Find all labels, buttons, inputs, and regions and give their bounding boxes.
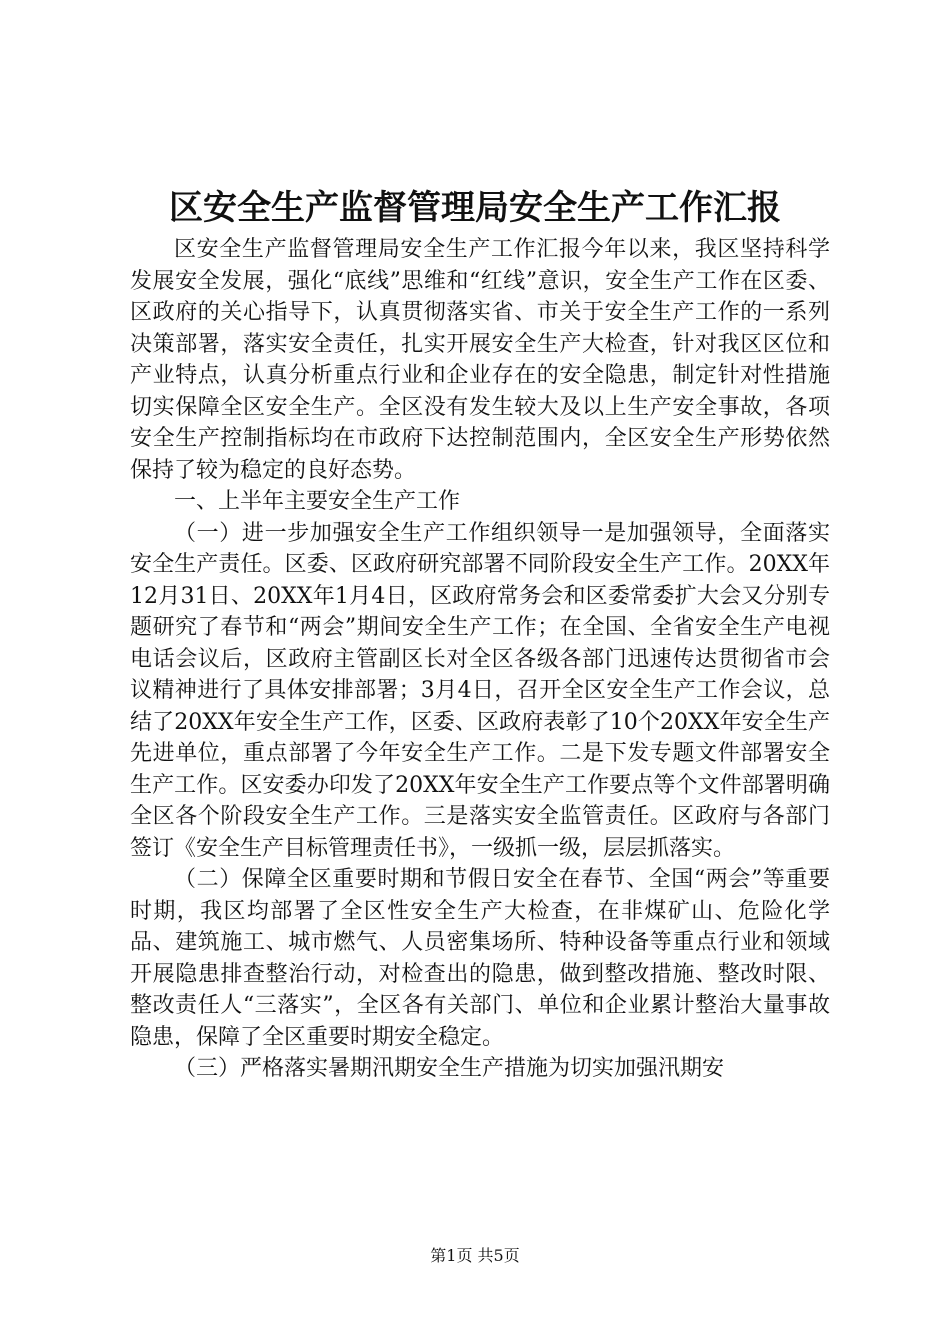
section-heading: 一、上半年主要安全生产工作 — [174, 489, 461, 514]
paragraph-section-3: （三）严格落实暑期汛期安全生产措施为切实加强汛期安 — [174, 1056, 725, 1081]
paragraph-section-2: （二）保障全区重要时期和节假日安全在春节、全国“两会”等重要时期，我区均部署了全区性安全生产大检查，在非煤矿山、危险化学品、建筑施工、城市燃气、人员密集场所、特种设备等重点行业和领域开展隐患排查整治行动，对检查出的隐患，做到整改措施、整改时限、整改责任人“三落实”，全区各有关部门、单位和企业累计整治大量事故隐患，保障了全区重要时期安全稳定。 — [130, 867, 830, 1050]
document-title: 区安全生产监督管理局安全生产工作汇报 — [169, 188, 781, 228]
paragraph-intro: 区安全生产监督管理局安全生产工作汇报今年以来，我区坚持科学发展安全发展，强化“底线”思维和“红线”意识，安全生产工作在区委、区政府的关心指导下，认真贯彻落实省、市关于安全生产工作的一系列决策部署，落实安全责任，扎实开展安全生产大检查，针对我区区位和产业特点，认真分析重点行业和企业存在的安全隐患，制定针对性措施切实保障全区安全生产。全区没有发生较大及以上生产安全事故，各项安全生产控制指标均在市政府下达控制范围内，全区安全生产形势依然保持了较为稳定的良好态势。 — [130, 237, 830, 483]
document-body — [130, 234, 830, 1085]
page-footer: 第1页 共5页 — [430, 1246, 520, 1265]
paragraph-section-1: （一）进一步加强安全生产工作组织领导一是加强领导，全面落实安全生产责任。区委、区政府研究部署不同阶段安全生产工作。20XX年12月31日、20XX年1月4日，区政府常务会和区委常委扩大会又分别专题研究了春节和“两会”期间安全生产工作；在全国、全省安全生产电视电话会议后，区政府主管副区长对全区各级各部门迅速传达贯彻省市会议精神进行了具体安排部署；3月4日，召开全区安全生产工作会议，总结了20XX年安全生产工作，区委、区政府表彰了10个20XX年安全生产先进单位，重点部署了今年安全生产工作。二是下发专题文件部署安全生产工作。区安委办印发了20XX年安全生产工作要点等个文件部署明确全区各个阶段安全生产工作。三是落实安全监管责任。区政府与各部门签订《安全生产目标管理责任书》，一级抓一级，层层抓落实。 — [130, 520, 830, 861]
